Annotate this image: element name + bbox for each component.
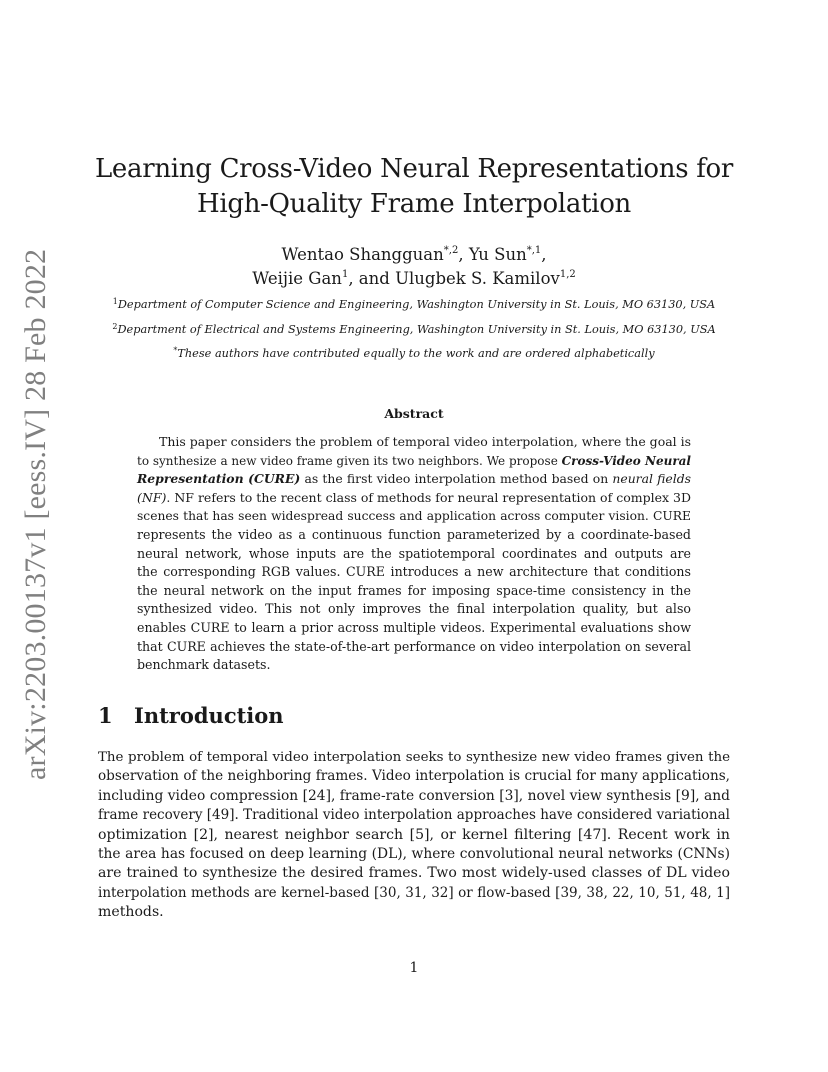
affiliation-mark: 1 [112,297,118,306]
abstract-line: that CURE achieves the state-of-the-art performance on video interpolation on several [137,638,691,654]
term-emphasis: (NF) [137,489,167,505]
intro-line: The problem of temporal video interpolation seeks to synthesize new video frames given the [98,750,730,765]
abstract-line: scenes that has seen widespread success and application across computer vision. CURE [137,509,691,524]
affiliation-mark: * [173,346,178,355]
author-name: Yu Sun [468,245,527,264]
abstract-body [137,433,691,675]
author-separator: , and [348,269,396,288]
affiliation-text: These authors have contributed equally to the work and are ordered alphabetically [177,347,655,360]
section-number: 1 [98,703,113,728]
title-line-1: Learning Cross-Video Neural Representations for [94,154,734,184]
page-number: 1 [409,960,419,976]
intro-line: methods. [98,904,164,921]
abstract-line: This paper considers the problem of temporal video interpolation, where the goal is [159,434,692,449]
term-emphasis: neural fields [612,471,691,487]
author-affil-mark: 1 [341,269,349,280]
abstract-text: as the first video interpolation method based on [300,471,613,487]
intro-line: including video compression [24], frame-rate conversion [3], novel view synthesis [9], and [98,787,730,804]
method-name-emphasis: Representation (CURE) [137,471,301,487]
section-heading-introduction [98,703,284,728]
affiliation-2 [60,322,768,338]
intro-line: are trained to synthesize the desired frames. Two most widely-used classes of DL video [98,865,730,882]
abstract-line: enables CURE to learn a prior across multiple videos. Experimental evaluations show [137,619,691,635]
affiliation-text: Department of Electrical and Systems Engineering, Washington University in St. Louis, MO 63130, USA [117,323,716,336]
intro-line: optimization [2], nearest neighbor search [5], or kernel filtering [47]. Recent work in [98,826,730,843]
abstract-line: represents the video as a continuous function parameterized by a coordinate-based [137,526,691,542]
equal-contribution-note [60,346,768,362]
author-affil-mark: *,2 [443,245,459,256]
author-name: Weijie Gan [252,269,342,288]
abstract-line: the neural network on the input frames for imposing space-time consistency in the [137,582,691,598]
affiliation-text: Department of Computer Science and Engineering, Washington University in St. Louis, MO 63130, USA [117,298,716,311]
author-line-2 [100,267,728,291]
arxiv-identifier: arXiv:2203.00137v1 [eess.IV] 28 Feb 2022 [19,248,52,780]
abstract-line: the corresponding RGB values. CURE introduces a new architecture that conditions [137,564,691,580]
paper-title [60,152,768,222]
method-name-emphasis: Cross-Video Neural [561,453,691,468]
abstract-line: synthesized video. This not only improves the final interpolation quality, but also [137,601,691,617]
author-list [100,243,728,291]
author-separator: , [458,245,469,264]
abstract-line [137,452,691,471]
section-title: Introduction [134,703,284,728]
title-line-2: High-Quality Frame Interpolation [197,189,631,219]
author-affil-mark: *,1 [526,245,542,256]
author-line-1 [100,243,728,267]
intro-line: observation of the neighboring frames. Video interpolation is crucial for many applications, [98,768,730,785]
author-separator: , [541,245,547,264]
abstract-line: benchmark datasets. [137,657,271,673]
abstract-text: to synthesize a new video frame given its two neighbors. We propose [137,453,562,468]
intro-line: frame recovery [49]. Traditional video interpolation approaches have considered variational [98,807,730,824]
author-name: Ulugbek S. Kamilov [395,269,560,288]
abstract-heading: Abstract [384,406,444,421]
abstract-line [137,489,691,508]
author-name: Wentao Shangguan [281,245,444,264]
intro-line: interpolation methods are kernel-based [30, 31, 32] or flow-based [39, 38, 22, 10, 51, 48, 1] [98,884,730,901]
affiliation-mark: 2 [112,322,118,331]
abstract-line [137,470,691,489]
affiliation-1 [60,297,768,313]
author-affil-mark: 1,2 [559,269,576,280]
abstract-line: neural network, whose inputs are the spatiotemporal coordinates and outputs are [137,545,691,561]
abstract-text: . NF refers to the recent class of methods for neural representation of complex 3D [166,489,691,505]
introduction-paragraph [98,748,730,923]
intro-line: the area has focused on deep learning (DL), where convolutional neural networks (CNNs) [98,846,730,863]
